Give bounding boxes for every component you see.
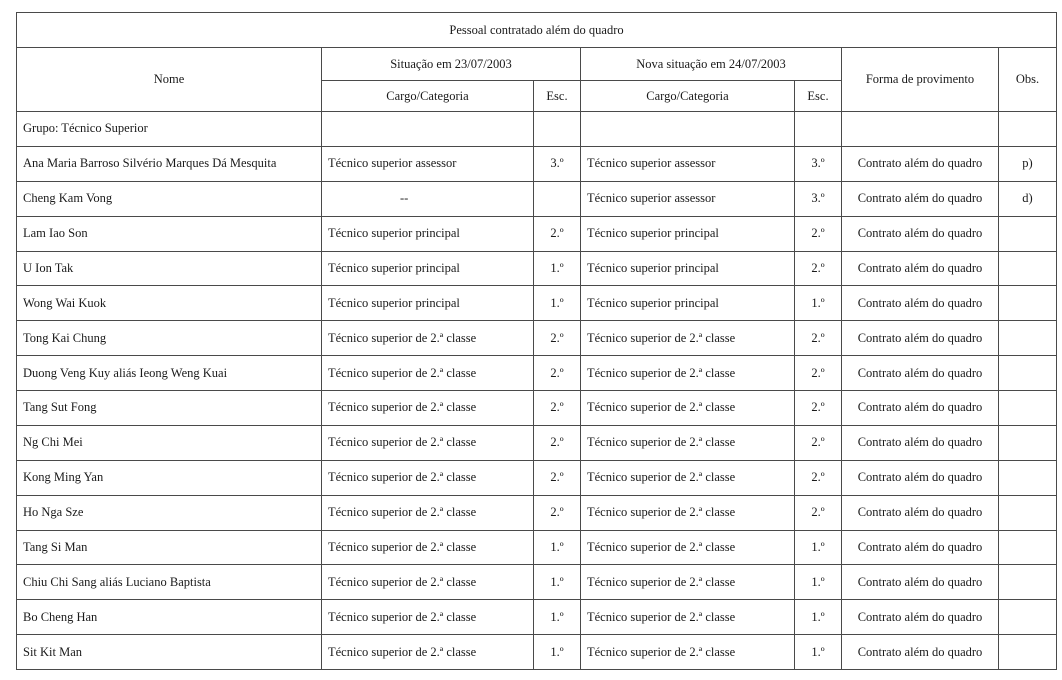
forma-cell: Contrato além do quadro bbox=[842, 216, 999, 251]
obs-cell bbox=[999, 251, 1057, 286]
table-body bbox=[17, 112, 1057, 670]
staff-table bbox=[16, 12, 1057, 670]
nome-cell: Cheng Kam Vong bbox=[17, 181, 322, 216]
table-row bbox=[17, 181, 1057, 216]
esc-new-cell: 2.º bbox=[795, 391, 842, 426]
forma-cell: Contrato além do quadro bbox=[842, 251, 999, 286]
group-empty-cell bbox=[322, 112, 534, 147]
forma-cell: Contrato além do quadro bbox=[842, 146, 999, 181]
esc-old-cell: 2.º bbox=[534, 495, 581, 530]
group-empty-cell bbox=[581, 112, 795, 147]
nome-cell: Ng Chi Mei bbox=[17, 425, 322, 460]
cargo-new-cell: Técnico superior de 2.ª classe bbox=[581, 356, 795, 391]
forma-cell: Contrato além do quadro bbox=[842, 530, 999, 565]
forma-cell: Contrato além do quadro bbox=[842, 565, 999, 600]
nome-cell: Tong Kai Chung bbox=[17, 321, 322, 356]
nome-cell: U Ion Tak bbox=[17, 251, 322, 286]
cargo-old-cell: Técnico superior de 2.ª classe bbox=[322, 356, 534, 391]
nome-cell: Duong Veng Kuy aliás Ieong Weng Kuai bbox=[17, 356, 322, 391]
table-row bbox=[17, 425, 1057, 460]
obs-cell bbox=[999, 530, 1057, 565]
obs-cell bbox=[999, 425, 1057, 460]
forma-cell: Contrato além do quadro bbox=[842, 600, 999, 635]
esc-new-cell: 1.º bbox=[795, 286, 842, 321]
obs-cell bbox=[999, 391, 1057, 426]
cargo-old-cell: Técnico superior principal bbox=[322, 251, 534, 286]
nome-cell: Kong Ming Yan bbox=[17, 460, 322, 495]
table-row bbox=[17, 286, 1057, 321]
esc-new-cell: 1.º bbox=[795, 565, 842, 600]
table-row bbox=[17, 321, 1057, 356]
cargo-old-cell: Técnico superior principal bbox=[322, 286, 534, 321]
table-row bbox=[17, 635, 1057, 670]
cargo-new-cell: Técnico superior de 2.ª classe bbox=[581, 635, 795, 670]
esc-new-cell: 2.º bbox=[795, 321, 842, 356]
obs-cell bbox=[999, 286, 1057, 321]
group-empty-cell bbox=[999, 112, 1057, 147]
header-cargo-new: Cargo/Categoria bbox=[581, 81, 795, 112]
header-nome: Nome bbox=[17, 48, 322, 112]
table-row bbox=[17, 146, 1057, 181]
esc-old-cell: 2.º bbox=[534, 356, 581, 391]
obs-cell bbox=[999, 356, 1057, 391]
nome-cell: Tang Sut Fong bbox=[17, 391, 322, 426]
esc-new-cell: 1.º bbox=[795, 600, 842, 635]
obs-cell bbox=[999, 600, 1057, 635]
esc-new-cell: 2.º bbox=[795, 460, 842, 495]
cargo-old-cell: -- bbox=[322, 181, 534, 216]
esc-old-cell: 2.º bbox=[534, 425, 581, 460]
cargo-old-cell: Técnico superior de 2.ª classe bbox=[322, 321, 534, 356]
cargo-new-cell: Técnico superior assessor bbox=[581, 146, 795, 181]
esc-new-cell: 3.º bbox=[795, 146, 842, 181]
cargo-old-cell: Técnico superior de 2.ª classe bbox=[322, 565, 534, 600]
esc-old-cell: 1.º bbox=[534, 600, 581, 635]
group-label: Grupo: Técnico Superior bbox=[17, 112, 322, 147]
cargo-new-cell: Técnico superior de 2.ª classe bbox=[581, 495, 795, 530]
forma-cell: Contrato além do quadro bbox=[842, 286, 999, 321]
forma-cell: Contrato além do quadro bbox=[842, 356, 999, 391]
esc-new-cell: 1.º bbox=[795, 530, 842, 565]
table-row bbox=[17, 356, 1057, 391]
obs-cell bbox=[999, 495, 1057, 530]
cargo-old-cell: Técnico superior de 2.ª classe bbox=[322, 530, 534, 565]
cargo-new-cell: Técnico superior principal bbox=[581, 286, 795, 321]
esc-old-cell: 2.º bbox=[534, 321, 581, 356]
cargo-old-cell: Técnico superior de 2.ª classe bbox=[322, 391, 534, 426]
table-row bbox=[17, 600, 1057, 635]
forma-cell: Contrato além do quadro bbox=[842, 391, 999, 426]
esc-new-cell: 1.º bbox=[795, 635, 842, 670]
cargo-new-cell: Técnico superior assessor bbox=[581, 181, 795, 216]
group-empty-cell bbox=[842, 112, 999, 147]
obs-cell: p) bbox=[999, 146, 1057, 181]
esc-old-cell: 3.º bbox=[534, 146, 581, 181]
header-forma: Forma de provimento bbox=[842, 48, 999, 112]
nome-cell: Wong Wai Kuok bbox=[17, 286, 322, 321]
cargo-old-cell: Técnico superior de 2.ª classe bbox=[322, 635, 534, 670]
cargo-old-cell: Técnico superior principal bbox=[322, 216, 534, 251]
table-row bbox=[17, 530, 1057, 565]
forma-cell: Contrato além do quadro bbox=[842, 460, 999, 495]
table-row bbox=[17, 495, 1057, 530]
group-empty-cell bbox=[795, 112, 842, 147]
forma-cell: Contrato além do quadro bbox=[842, 321, 999, 356]
nome-cell: Tang Si Man bbox=[17, 530, 322, 565]
group-row bbox=[17, 112, 1057, 147]
esc-old-cell: 2.º bbox=[534, 391, 581, 426]
forma-cell: Contrato além do quadro bbox=[842, 495, 999, 530]
table-row bbox=[17, 216, 1057, 251]
obs-cell: d) bbox=[999, 181, 1057, 216]
cargo-new-cell: Técnico superior de 2.ª classe bbox=[581, 600, 795, 635]
cargo-new-cell: Técnico superior de 2.ª classe bbox=[581, 460, 795, 495]
esc-new-cell: 2.º bbox=[795, 495, 842, 530]
esc-old-cell: 1.º bbox=[534, 251, 581, 286]
nome-cell: Lam Iao Son bbox=[17, 216, 322, 251]
table-row bbox=[17, 391, 1057, 426]
cargo-new-cell: Técnico superior de 2.ª classe bbox=[581, 565, 795, 600]
esc-old-cell: 1.º bbox=[534, 635, 581, 670]
esc-old-cell: 2.º bbox=[534, 216, 581, 251]
header-cargo-old: Cargo/Categoria bbox=[322, 81, 534, 112]
obs-cell bbox=[999, 321, 1057, 356]
cargo-old-cell: Técnico superior assessor bbox=[322, 146, 534, 181]
cargo-new-cell: Técnico superior de 2.ª classe bbox=[581, 321, 795, 356]
nome-cell: Ana Maria Barroso Silvério Marques Dá Mesquita bbox=[17, 146, 322, 181]
table-row bbox=[17, 565, 1057, 600]
cargo-old-cell: Técnico superior de 2.ª classe bbox=[322, 600, 534, 635]
esc-new-cell: 3.º bbox=[795, 181, 842, 216]
nome-cell: Bo Cheng Han bbox=[17, 600, 322, 635]
nome-cell: Chiu Chi Sang aliás Luciano Baptista bbox=[17, 565, 322, 600]
cargo-old-cell: Técnico superior de 2.ª classe bbox=[322, 460, 534, 495]
cargo-new-cell: Técnico superior principal bbox=[581, 216, 795, 251]
cargo-old-cell: Técnico superior de 2.ª classe bbox=[322, 495, 534, 530]
nome-cell: Sit Kit Man bbox=[17, 635, 322, 670]
header-nova-situacao: Nova situação em 24/07/2003 bbox=[581, 48, 842, 81]
forma-cell: Contrato além do quadro bbox=[842, 181, 999, 216]
header-situacao: Situação em 23/07/2003 bbox=[322, 48, 581, 81]
group-empty-cell bbox=[534, 112, 581, 147]
obs-cell bbox=[999, 565, 1057, 600]
cargo-old-cell: Técnico superior de 2.ª classe bbox=[322, 425, 534, 460]
cargo-new-cell: Técnico superior principal bbox=[581, 251, 795, 286]
obs-cell bbox=[999, 216, 1057, 251]
table-row bbox=[17, 460, 1057, 495]
forma-cell: Contrato além do quadro bbox=[842, 635, 999, 670]
table-row bbox=[17, 251, 1057, 286]
esc-new-cell: 2.º bbox=[795, 356, 842, 391]
obs-cell bbox=[999, 635, 1057, 670]
nome-cell: Ho Nga Sze bbox=[17, 495, 322, 530]
esc-old-cell: 1.º bbox=[534, 565, 581, 600]
table-title: Pessoal contratado além do quadro bbox=[17, 13, 1057, 48]
header-esc-new: Esc. bbox=[795, 81, 842, 112]
esc-old-cell: 1.º bbox=[534, 530, 581, 565]
header-obs: Obs. bbox=[999, 48, 1057, 112]
cargo-new-cell: Técnico superior de 2.ª classe bbox=[581, 530, 795, 565]
obs-cell bbox=[999, 460, 1057, 495]
esc-new-cell: 2.º bbox=[795, 251, 842, 286]
esc-old-cell: 2.º bbox=[534, 460, 581, 495]
cargo-new-cell: Técnico superior de 2.ª classe bbox=[581, 425, 795, 460]
header-esc-old: Esc. bbox=[534, 81, 581, 112]
esc-new-cell: 2.º bbox=[795, 216, 842, 251]
esc-old-cell bbox=[534, 181, 581, 216]
forma-cell: Contrato além do quadro bbox=[842, 425, 999, 460]
esc-new-cell: 2.º bbox=[795, 425, 842, 460]
cargo-new-cell: Técnico superior de 2.ª classe bbox=[581, 391, 795, 426]
esc-old-cell: 1.º bbox=[534, 286, 581, 321]
